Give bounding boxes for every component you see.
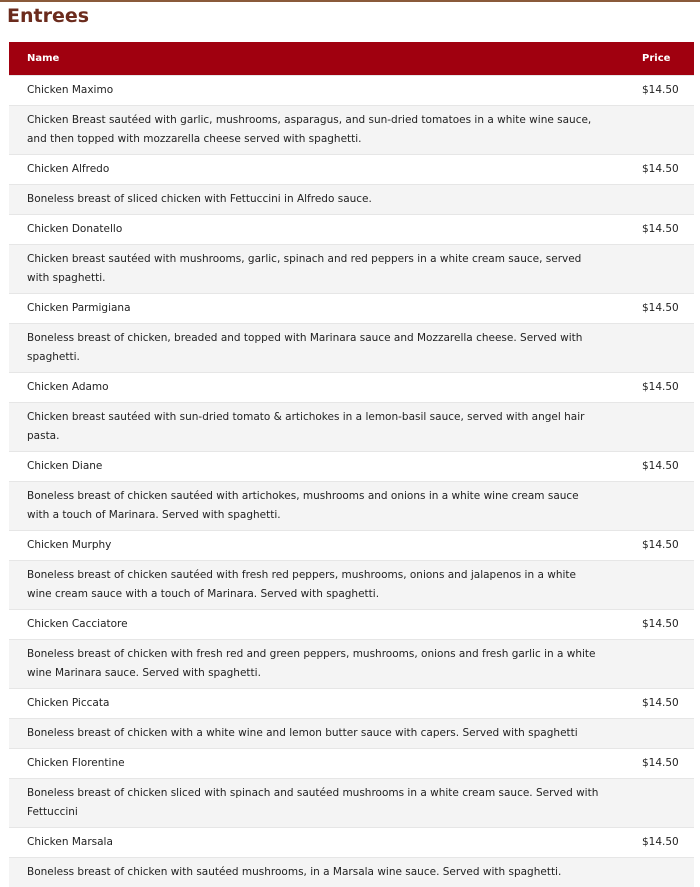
- menu-item-name: Chicken Diane: [9, 452, 642, 482]
- menu-item-description: Chicken Breast sautéed with garlic, mushrooms, asparagus, and sun-dried tomatoes in a white wine sauce, and then topped with mozzarella cheese served with spaghetti.: [9, 106, 642, 155]
- menu-item-description-row: [9, 640, 694, 689]
- menu-item-price: $14.50: [642, 215, 694, 245]
- menu-item-price: $14.50: [642, 294, 694, 324]
- menu-table: [9, 42, 694, 887]
- empty-price-cell: [642, 106, 694, 155]
- menu-item-description: Boneless breast of chicken, breaded and topped with Marinara sauce and Mozzarella cheese. Served with spaghetti.: [9, 324, 642, 373]
- menu-item-name: Chicken Donatello: [9, 215, 642, 245]
- menu-item-price: $14.50: [642, 610, 694, 640]
- menu-item-price: $14.50: [642, 76, 694, 106]
- empty-price-cell: [642, 482, 694, 531]
- menu-item-price: $14.50: [642, 452, 694, 482]
- menu-item-description-row: [9, 185, 694, 215]
- name-column-header: Name: [9, 42, 642, 76]
- empty-price-cell: [642, 324, 694, 373]
- menu-table-body: [9, 76, 694, 887]
- menu-item-description-row: [9, 245, 694, 294]
- price-column-header: Price: [642, 42, 694, 76]
- menu-item-description-row: [9, 858, 694, 887]
- menu-item-description: Boneless breast of sliced chicken with Fettuccini in Alfredo sauce.: [9, 185, 642, 215]
- empty-price-cell: [642, 561, 694, 610]
- menu-item-description: Boneless breast of chicken with a white wine and lemon butter sauce with capers. Served with spaghetti: [9, 719, 642, 749]
- menu-item-description-row: [9, 324, 694, 373]
- empty-price-cell: [642, 858, 694, 887]
- menu-item-description: Chicken breast sautéed with mushrooms, garlic, spinach and red peppers in a white cream sauce, served with spaghetti.: [9, 245, 642, 294]
- menu-item-name: Chicken Piccata: [9, 689, 642, 719]
- menu-item-description-row: [9, 719, 694, 749]
- menu-item-name: Chicken Marsala: [9, 828, 642, 858]
- menu-item-description: Boneless breast of chicken sautéed with artichokes, mushrooms and onions in a white wine cream sauce with a touch of Marinara. Served with spaghetti.: [9, 482, 642, 531]
- menu-item-description-row: [9, 106, 694, 155]
- empty-price-cell: [642, 245, 694, 294]
- menu-item-description: Chicken breast sautéed with sun-dried tomato & artichokes in a lemon-basil sauce, served with angel hair pasta.: [9, 403, 642, 452]
- menu-item-name: Chicken Murphy: [9, 531, 642, 561]
- menu-item-row: [9, 828, 694, 858]
- menu-item-description: Boneless breast of chicken with sautéed mushrooms, in a Marsala wine sauce. Served with spaghetti.: [9, 858, 642, 887]
- empty-price-cell: [642, 185, 694, 215]
- menu-item-price: $14.50: [642, 828, 694, 858]
- menu-item-row: [9, 689, 694, 719]
- menu-item-row: [9, 610, 694, 640]
- menu-item-row: [9, 294, 694, 324]
- menu-item-name: Chicken Adamo: [9, 373, 642, 403]
- top-divider: [0, 0, 700, 2]
- empty-price-cell: [642, 779, 694, 828]
- empty-price-cell: [642, 719, 694, 749]
- menu-item-row: [9, 452, 694, 482]
- menu-item-row: [9, 76, 694, 106]
- menu-item-row: [9, 215, 694, 245]
- empty-price-cell: [642, 640, 694, 689]
- menu-item-description: Boneless breast of chicken with fresh red and green peppers, mushrooms, onions and fresh garlic in a white wine Marinara sauce. Served with spaghetti.: [9, 640, 642, 689]
- menu-item-description-row: [9, 561, 694, 610]
- table-header-row: [9, 42, 694, 76]
- section-title: Entrees: [7, 4, 89, 28]
- menu-item-description-row: [9, 779, 694, 828]
- menu-item-price: $14.50: [642, 155, 694, 185]
- menu-item-row: [9, 749, 694, 779]
- menu-item-description: Boneless breast of chicken sautéed with fresh red peppers, mushrooms, onions and jalapenos in a white wine cream sauce with a touch of Marinara. Served with spaghetti.: [9, 561, 642, 610]
- menu-item-name: Chicken Cacciatore: [9, 610, 642, 640]
- menu-item-price: $14.50: [642, 373, 694, 403]
- menu-item-description: Boneless breast of chicken sliced with spinach and sautéed mushrooms in a white cream sauce. Served with Fettuccini: [9, 779, 642, 828]
- menu-item-description-row: [9, 403, 694, 452]
- menu-item-row: [9, 373, 694, 403]
- menu-item-name: Chicken Parmigiana: [9, 294, 642, 324]
- empty-price-cell: [642, 403, 694, 452]
- menu-item-description-row: [9, 482, 694, 531]
- menu-item-name: Chicken Alfredo: [9, 155, 642, 185]
- menu-item-name: Chicken Maximo: [9, 76, 642, 106]
- menu-item-row: [9, 531, 694, 561]
- menu-item-price: $14.50: [642, 689, 694, 719]
- menu-item-row: [9, 155, 694, 185]
- menu-item-price: $14.50: [642, 531, 694, 561]
- menu-item-price: $14.50: [642, 749, 694, 779]
- menu-item-name: Chicken Florentine: [9, 749, 642, 779]
